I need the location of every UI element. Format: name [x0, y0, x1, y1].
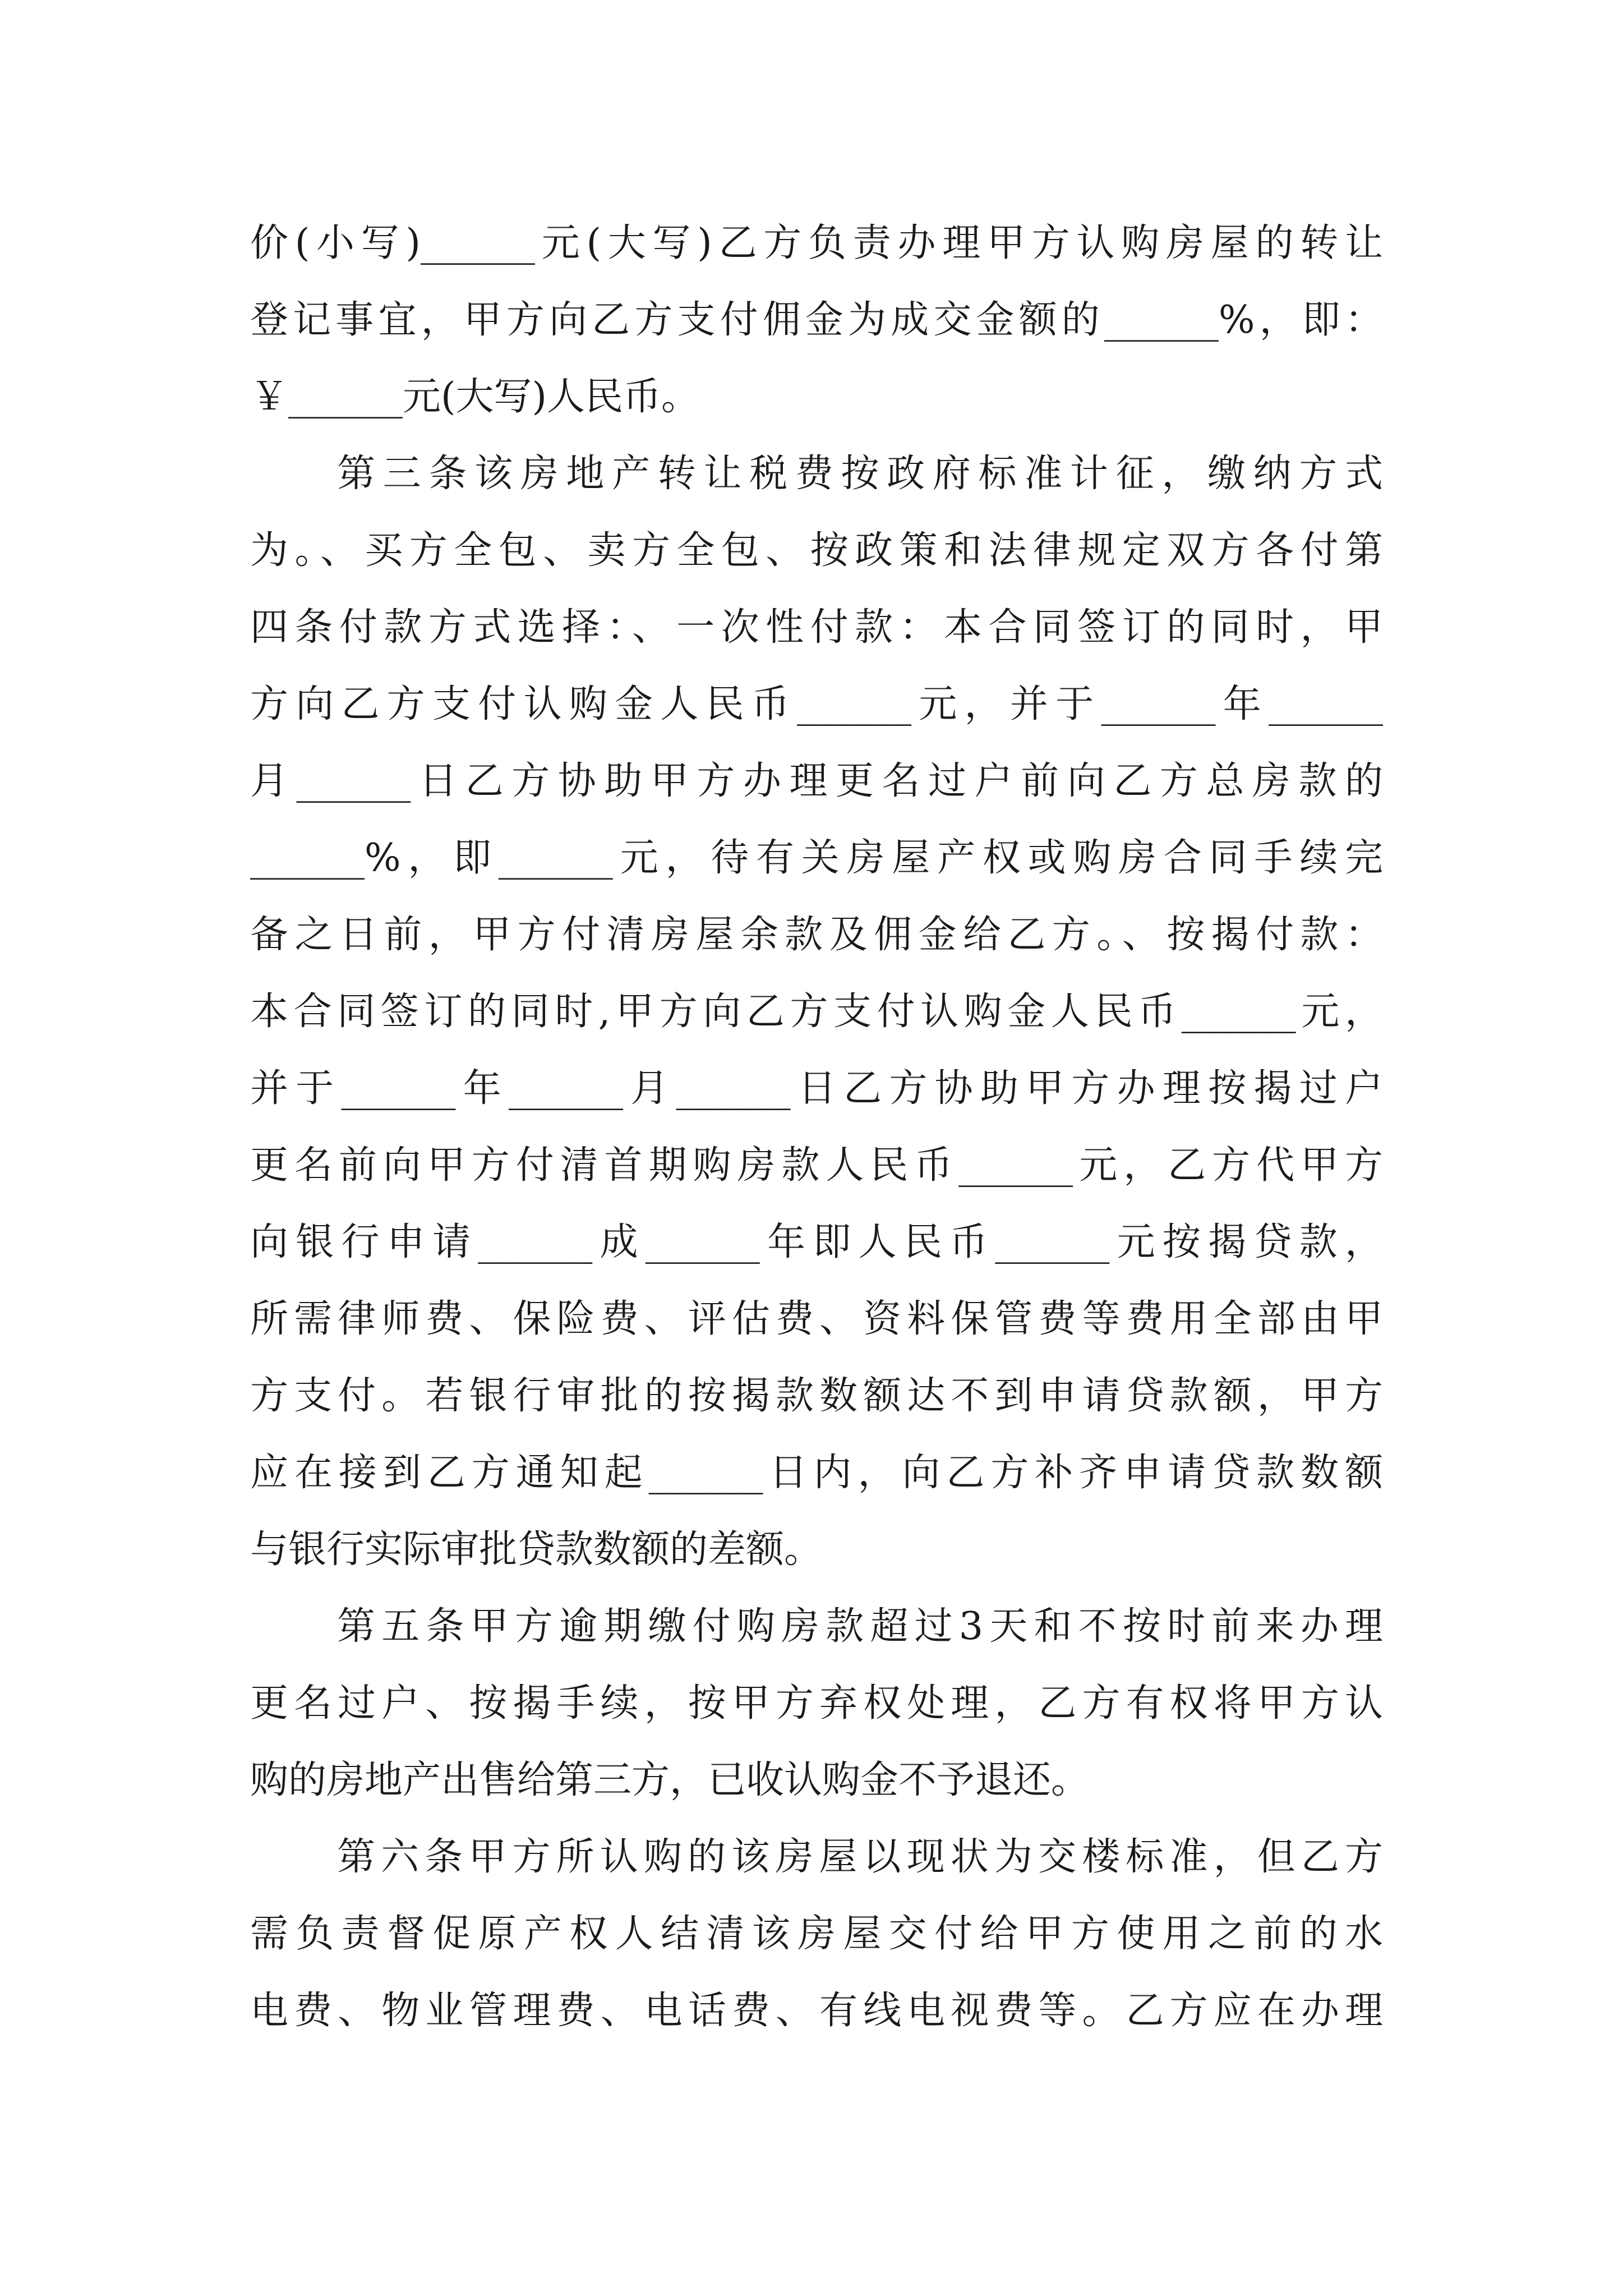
text-line: 方支付。若银行审批的按揭款数额达不到申请贷款额，甲方 — [250, 1374, 1383, 1418]
text-line: 电费、物业管理费、电话费、有线电视费等。乙方应在办理 — [250, 1989, 1383, 2033]
text-line: 四条付款方式选择：、一次性付款：本合同签订的同时，甲 — [250, 605, 1383, 650]
text-line: 第五条甲方逾期缴付购房款超过3天和不按时前来办理 — [337, 1604, 1383, 1649]
text-line: 购的房地产出售给第三方，已收认购金不予退还。 — [250, 1758, 1090, 1802]
text-line: 需负责督促原产权人结清该房屋交付给甲方使用之前的水 — [250, 1912, 1383, 1956]
text-line: 第三条该房地产转让税费按政府标准计征，缴纳方式 — [337, 452, 1383, 496]
text-line: 本合同签订的同时,甲方向乙方支付认购金人民币______元， — [250, 990, 1383, 1034]
text-line: ______%，即______元，待有关房屋产权或购房合同手续完 — [250, 836, 1383, 880]
paragraph-commission — [250, 205, 1383, 435]
text-line: 更名前向甲方付清首期购房款人民币______元，乙方代甲方 — [250, 1143, 1383, 1188]
text-line: 与银行实际审批贷款数额的差额。 — [250, 1527, 823, 1572]
text-line: 月______日乙方协助甲方办理更名过户前向乙方总房款的 — [250, 759, 1383, 803]
text-line: 更名过户、按揭手续，按甲方弃权处理，乙方有权将甲方认 — [250, 1681, 1383, 1726]
text-line: 向银行申请______成______年即人民币______元按揭贷款， — [250, 1220, 1383, 1264]
text-line: 并于______年______月______日乙方协助甲方办理按揭过户 — [250, 1066, 1383, 1111]
paragraph-article-5 — [250, 1588, 1383, 1819]
text-line: 登记事宜，甲方向乙方支付佣金为成交金额的______%，即： — [250, 298, 1383, 342]
text-line: 价(小写)______元(大写)乙方负责办理甲方认购房屋的转让 — [250, 221, 1383, 265]
text-line: 第六条甲方所认购的该房屋以现状为交楼标准，但乙方 — [337, 1835, 1383, 1879]
paragraph-article-3-4 — [250, 435, 1383, 1588]
paragraph-article-6 — [250, 1819, 1383, 2049]
document-body — [250, 205, 1383, 2049]
text-line: 为。、买方全包、卖方全包、按政策和法律规定双方各付第 — [250, 528, 1383, 573]
text-line: ￥______元(大写)人民币。 — [250, 375, 700, 419]
text-line: 应在接到乙方通知起______日内，向乙方补齐申请贷款数额 — [250, 1451, 1383, 1495]
text-line: 所需律师费、保险费、评估费、资料保管费等费用全部由甲 — [250, 1297, 1383, 1341]
text-line: 备之日前，甲方付清房屋余款及佣金给乙方。、按揭付款： — [250, 913, 1383, 957]
text-line: 方向乙方支付认购金人民币______元，并于______年______ — [250, 682, 1383, 726]
